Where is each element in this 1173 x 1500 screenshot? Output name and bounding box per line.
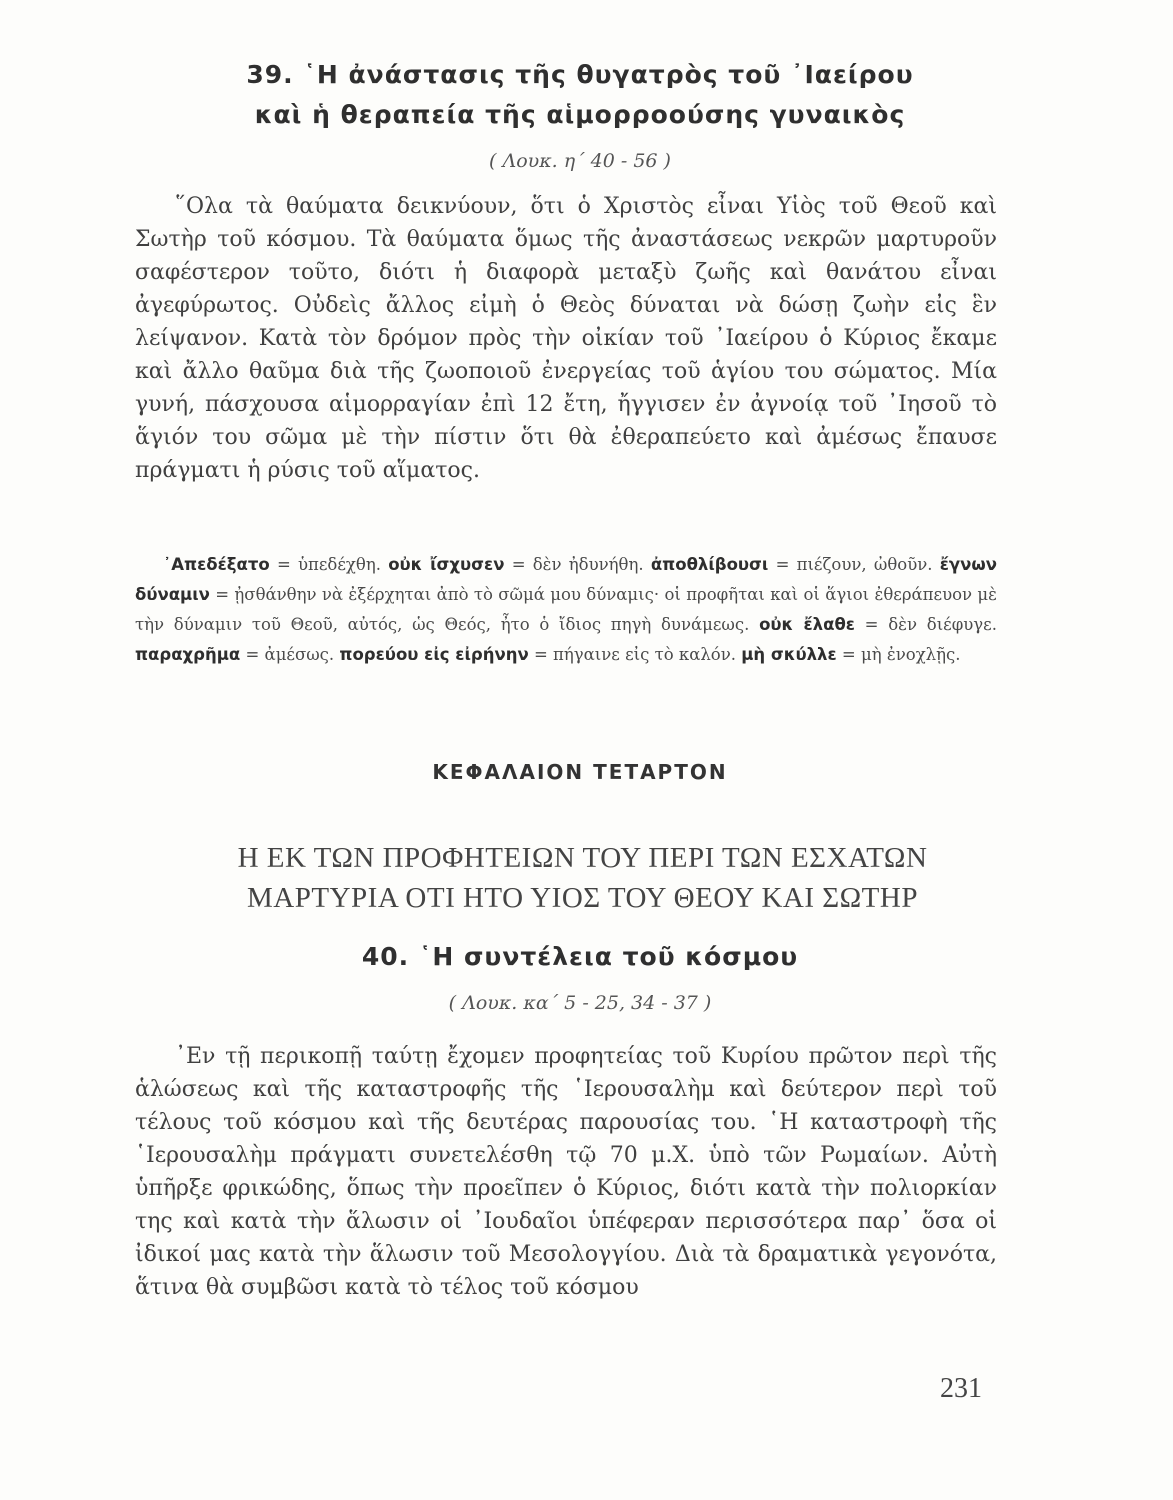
section-39-title-line-2: καὶ ἡ θεραπεία τῆς αἱμορροούσης γυναικὸς xyxy=(254,100,906,129)
chapter-title-line-1: Η ΕΚ ΤΩΝ ΠΡΟΦΗΤΕΙΩΝ ΤΟΥ ΠΕΡΙ ΤΩΝ ΕΣΧΑΤΩΝ xyxy=(237,842,928,874)
gloss-term: οὐκ ἴσχυσεν xyxy=(388,555,505,574)
gloss-meaning: ᾐσθάνθην νὰ ἐξέρχηται ἀπὸ τὸ σῶμά μου δύναμις· οἱ προφῆται καὶ οἱ ἅγιοι ἐθεράπευον μὲ τὴν δύναμιν τοῦ Θεοῦ, αὐτός, ὡς Θεός, ἦτο ὁ ἴδιος πηγὴ δυνάμεως. xyxy=(135,585,997,634)
gloss-term: ᾿Απεδέξατο xyxy=(163,555,270,574)
gloss-term: πορεύου εἰς εἰρήνην xyxy=(339,645,529,664)
chapter-heading: ΚΕΦΑΛΑΙΟΝ ΤΕΤΑΡΤΟΝ xyxy=(432,760,728,784)
gloss-meaning: ἀμέσως. xyxy=(264,645,335,664)
section-39-body: ῞Ολα τὰ θαύματα δεικνύουν, ὅτι ὁ Χριστὸς εἶναι Υἱὸς τοῦ Θεοῦ καὶ Σωτὴρ τοῦ κόσμου. Τὰ θαύματα ὅμως τῆς ἀναστάσεως νεκρῶν μαρτυροῦν σαφέστερον τοῦτο, διότι ἡ διαφορὰ μεταξὺ ζωῆς καὶ θανάτου εἶναι ἀγεφύρωτος. Οὐδεὶς ἄλλος εἰμὴ ὁ Θεὸς δύναται νὰ δώσῃ ζωὴν εἰς ἓν λείψανον. Κατὰ τὸν δρόμον πρὸς τὴν οἰκίαν τοῦ ᾿Ιαείρου ὁ Κύριος ἔκαμε καὶ ἄλλο θαῦμα διὰ τῆς ζωοποιοῦ ἐνεργείας τοῦ ἁγίου του σώματος. Μία γυνή, πάσχουσα αἱμορραγίαν ἐπὶ 12 ἔτη, ἤγγισεν ἐν ἀγνοίᾳ τοῦ ᾿Ιησοῦ τὸ ἅγιόν του σῶμα μὲ τὴν πίστιν ὅτι θὰ ἐθεραπεύετο καὶ ἀμέσως ἔπαυσε πράγματι ἡ ρύσις τοῦ αἵματος. xyxy=(135,194,997,483)
gloss-term: οὐκ ἔλαθε xyxy=(759,615,855,634)
gloss-meaning: μὴ ἐνοχλῇς. xyxy=(861,645,961,664)
section-40-reference: ( Λουκ. κα΄ 5 - 25, 34 - 37 ) xyxy=(448,992,712,1014)
page-number: 231 xyxy=(940,1373,982,1404)
gloss-term: ἀποθλίβουσι xyxy=(650,555,769,574)
section-39-reference: ( Λουκ. η΄ 40 - 56 ) xyxy=(489,150,671,172)
gloss-meaning: δὲν διέφυγε. xyxy=(888,615,997,634)
gloss-term: παραχρῆμα xyxy=(135,645,241,664)
section-39-glossary: ᾿Απεδέξατο = ὑπεδέχθη. οὐκ ἴσχυσεν = δὲν ἠδυνήθη. ἀποθλίβουσι = πιέζουν, ὠθοῦν. ἔγνων δύναμιν = ᾐσθάνθην νὰ ἐξέρχηται ἀπὸ τὸ σῶμά μου δύναμις· οἱ προφῆται καὶ οἱ ἅγιοι ἐθεράπευον μὲ τὴν δύναμιν τοῦ Θεοῦ, αὐτός, ὡς Θεός, ἦτο ὁ ἴδιος πηγὴ δυνάμεως. οὐκ ἔλαθε = δὲν διέφυγε. παραχρῆμα = ἀμέσως. πορεύου εἰς εἰρήνην = πήγαινε εἰς τὸ καλόν. μὴ σκύλλε = μὴ ἐνοχλῇς. xyxy=(135,555,997,664)
gloss-meaning: πήγαινε εἰς τὸ καλόν. xyxy=(553,645,737,664)
gloss-meaning: πιέζουν, ὠθοῦν. xyxy=(796,555,933,574)
gloss-term: ἔγνων δύναμιν xyxy=(135,555,997,604)
chapter-title-line-2: ΜΑΡΤΥΡΙΑ ΟΤΙ ΗΤΟ ΥΙΟΣ ΤΟΥ ΘΕΟΥ ΚΑΙ ΣΩΤΗΡ xyxy=(247,882,918,914)
gloss-meaning: δὲν ἠδυνήθη. xyxy=(532,555,644,574)
section-40-title: 40. ῾Η συντέλεια τοῦ κόσμου xyxy=(361,942,799,971)
section-39-title-line-1: 39. ῾Η ἀνάστασις τῆς θυγατρὸς τοῦ ᾿Ιαείρου xyxy=(246,60,914,89)
gloss-meaning: ὑπεδέχθη. xyxy=(298,555,381,574)
section-40-body: ᾿Εν τῇ περικοπῇ ταύτῃ ἔχομεν προφητείας τοῦ Κυρίου πρῶτον περὶ τῆς ἁλώσεως καὶ τῆς καταστροφῆς τῆς ῾Ιερουσαλὴμ καὶ δεύτερον περὶ τοῦ τέλους τοῦ κόσμου καὶ τῆς δευτέρας παρουσίας του. ῾Η καταστροφὴ τῆς ῾Ιερουσαλὴμ πράγματι συνετελέσθη τῷ 70 μ.Χ. ὑπὸ τῶν Ρωμαίων. Αὐτὴ ὑπῆρξε φρικώδης, ὅπως τὴν προεῖπεν ὁ Κύριος, διότι κατὰ τὴν πολιορκίαν της καὶ κατὰ τὴν ἅλωσιν οἱ ᾿Ιουδαῖοι ὑπέφεραν περισσότερα παρ᾿ ὅσα οἱ ἰδικοί μας κατὰ τὴν ἅλωσιν τοῦ Μεσολογγίου. Διὰ τὰ δραματικὰ γεγονότα, ἅτινα θὰ συμβῶσι κατὰ τὸ τέλος τοῦ κόσμου xyxy=(135,1044,997,1300)
gloss-term: μὴ σκύλλε xyxy=(741,645,837,664)
